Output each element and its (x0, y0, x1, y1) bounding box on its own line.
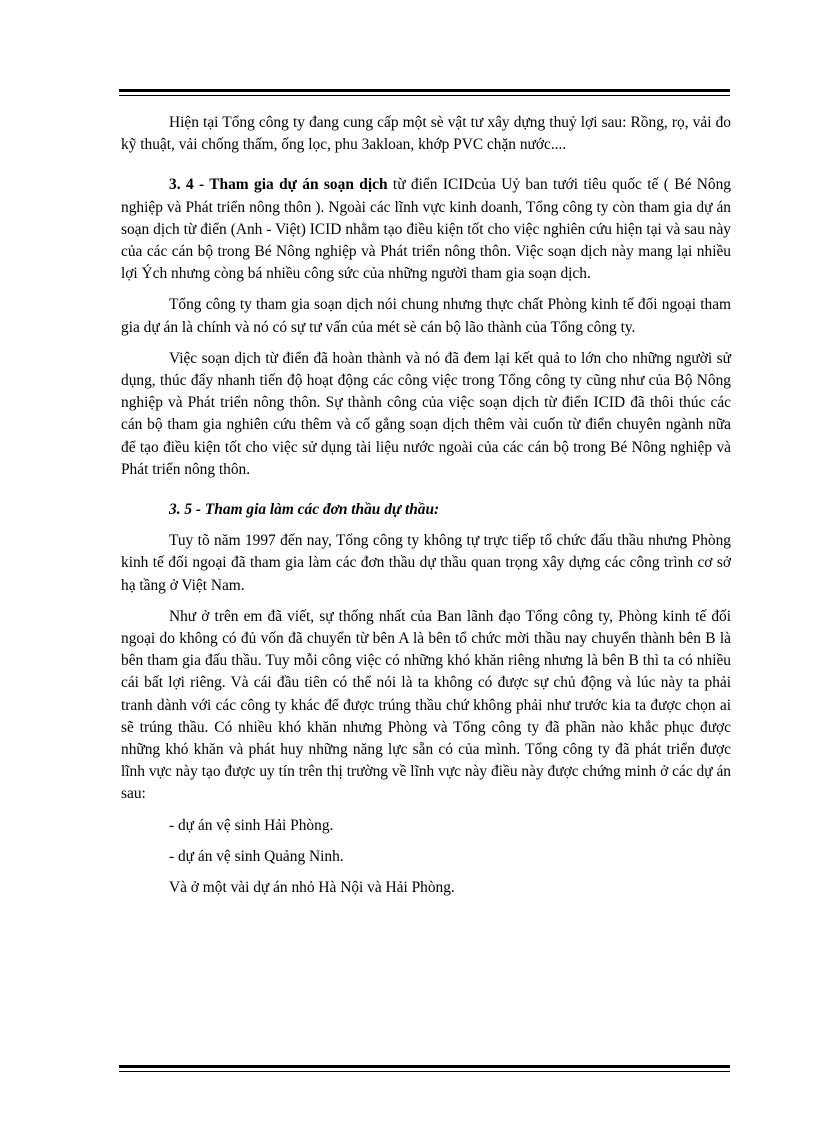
page-body (121, 112, 731, 908)
paragraph-bidding-detail: Như ở trên em đã viết, sự thống nhất của Ban lãnh đạo Tổng công ty, Phòng kinh tế đối ngoại do không có đủ vốn đã chuyển từ bên A là bên tổ chức mời thầu nay chuyển thành bên B là bên tham gia đấu thầu. Tuy mỗi công việc có những khó khăn riêng nhưng là bên B thì ta có nhiều cái bất lợi riêng. Và cái đầu tiên có thể nói là ta không có được sự chủ động và lúc này ta phải tranh dành với các công ty khác để được trúng thầu chứ không phải như trước kia ta được chọn ai sẽ trúng thầu. Có nhiều khó khăn nhưng Phòng và Tổng công ty đã phần nào khắc phục được những khó khăn và phát huy những năng lực sẵn có của mình. Tổng công ty đã phát triển được lĩnh vực này tạo được uy tín trên thị trường về lĩnh vực này điều này được chứng minh ở các dự án sau: (121, 607, 731, 803)
paragraph-translation-participation: Tổng công ty tham gia soạn dịch nói chung nhưng thực chất Phòng kinh tế đối ngoại tham gia dự án là chính và nó có sự tư vấn của mét sè cán bộ lão thành của Tổng công ty. (121, 296, 731, 336)
section-3-5-heading: 3. 5 - Tham gia làm các đơn thầu dự thầu: (169, 501, 440, 519)
list-item-quangninh: - dự án vệ sinh Quảng Ninh. (169, 847, 344, 865)
section-3-4 (121, 174, 731, 285)
list-item-haiphong: - dự án vệ sinh Hải Phòng. (169, 816, 334, 834)
paragraph-supplies: Hiện tại Tổng công ty đang cung cấp một sè vật tư xây dựng thuỷ lợi sau: Rồng, rọ, vải đo kỹ thuật, vải chống thấm, ống lọc, phu 3akloan, khớp PVC chặn nước.... (121, 114, 731, 154)
header-rule (119, 89, 730, 92)
footer-rule (119, 1065, 730, 1068)
paragraph-closing: Và ở một vài dự án nhỏ Hà Nội và Hải Phòng. (169, 879, 455, 897)
section-3-4-text: từ điển ICIDcủa Uỷ ban tưới tiêu quốc tế ( Bé Nông nghiệp và Phát triển nông thôn ). Ngoài các lĩnh vực kinh doanh, Tổng công ty còn tham gia dự án soạn dịch từ điển (Anh - Việt) ICID nhằm tạo điều kiện tốt cho việc nghiên cứu hiện tại và sau này của các cán bộ trong Bé Nông nghiệp và Phát triển nông thôn. Việc soạn dịch này mang lại nhiều lợi Ých nhưng còng bá nhiều công sức của những người tham gia soạn dịch. (121, 176, 731, 283)
paragraph-translation-result: Việc soạn dịch từ điển đã hoàn thành và nó đã đem lại kết quả to lớn cho những người sử dụng, thúc đẩy nhanh tiến độ hoạt động các công việc trong Tổng công ty cũng như của Bộ Nông nghiệp và Phát triển nông thôn. Sự thành công của việc soạn dịch từ điển ICID đã thôi thúc các cán bộ tham gia nghiên cứu thêm và cố gắng soạn dịch thêm vài cuốn từ điển chuyên ngành nữa để tạo điều kiện tốt cho việc sử dụng tài liệu nước ngoài của các cán bộ trong Bé Nông nghiệp và Phát triển nông thôn. (121, 349, 731, 478)
paragraph-bidding-intro: Tuy tõ năm 1997 đến nay, Tổng công ty không tự trực tiếp tổ chức đấu thầu nhưng Phòng kinh tế đối ngoại đã tham gia làm các đơn thầu dự thầu quan trọng xây dựng các công trình cơ sở hạ tầng ở Việt Nam. (121, 532, 731, 594)
section-3-4-heading: 3. 4 - Tham gia dự án soạn dịch (169, 176, 388, 194)
